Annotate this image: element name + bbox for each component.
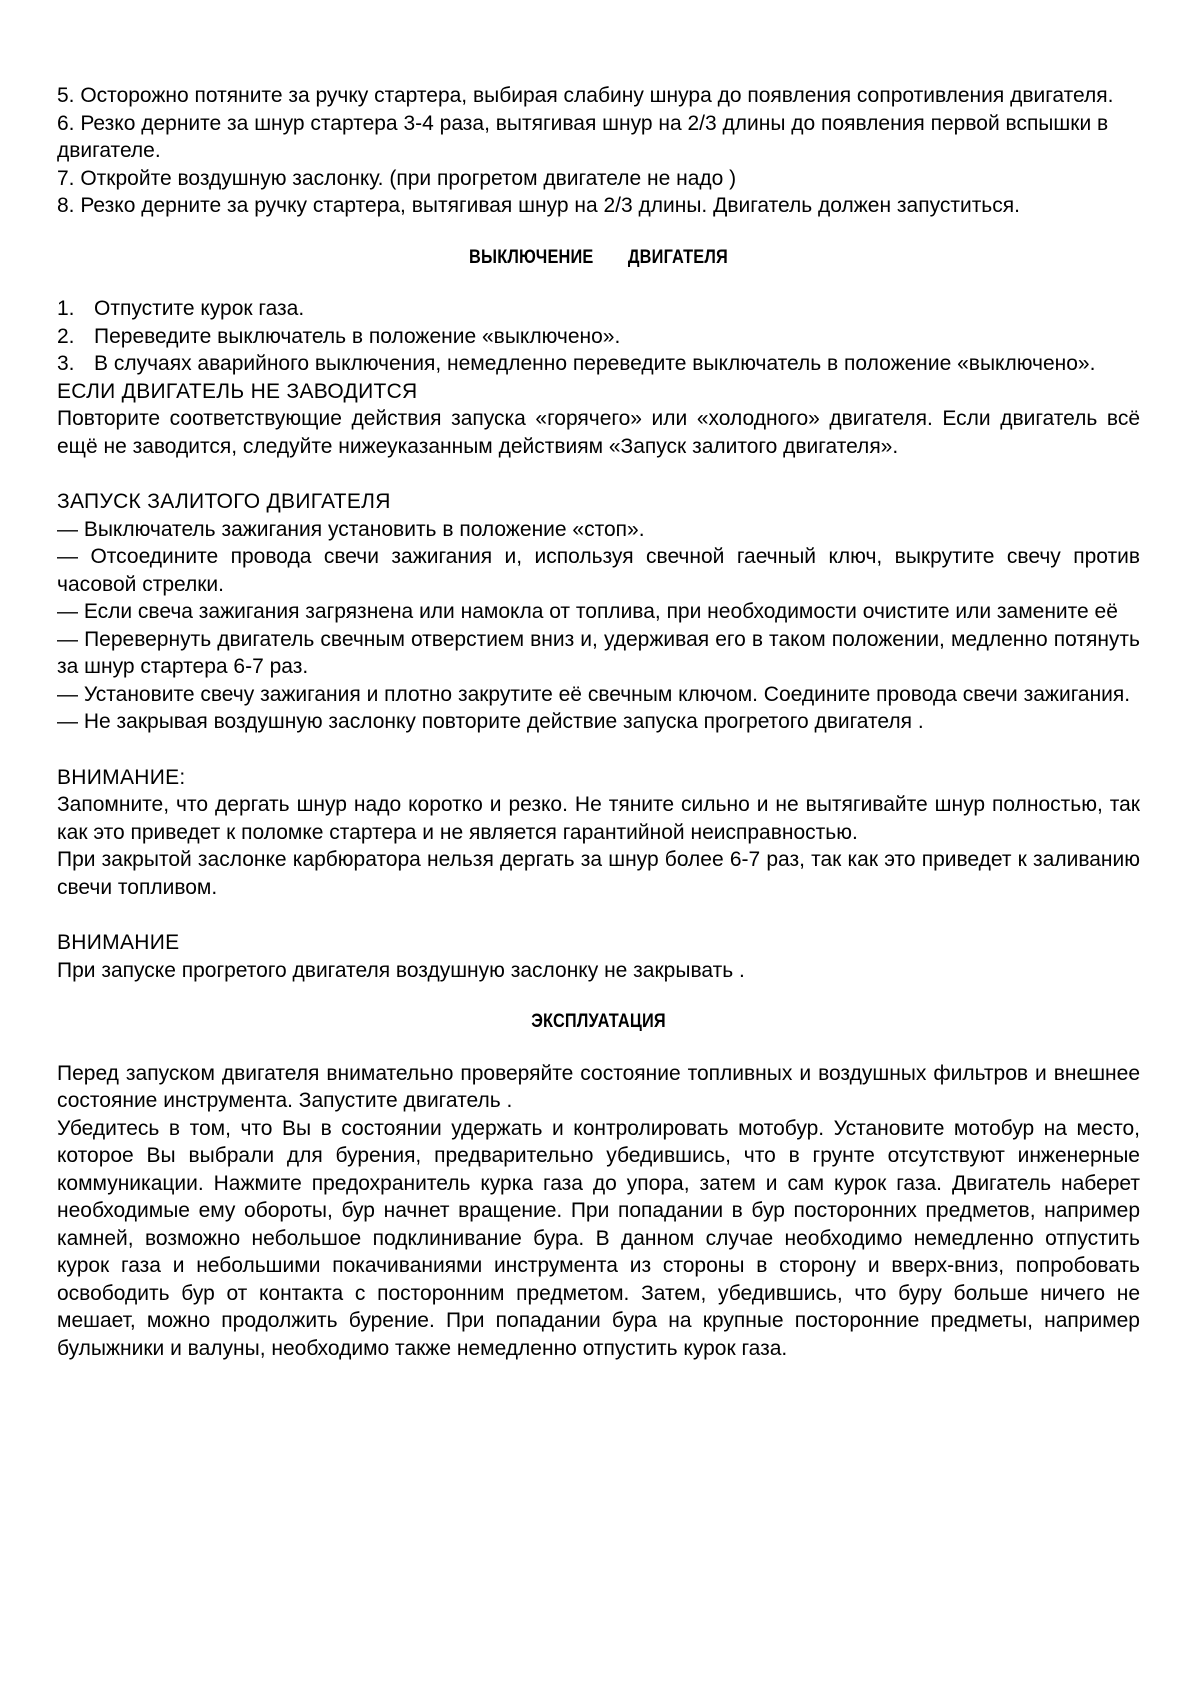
list-number: 1.	[57, 297, 75, 320]
operation-paragraph: Убедитесь в том, что Вы в состоянии удержать и контролировать мотобур. Установите мотобур на место, которое Вы выбрали для бурения, предварительно убедившись, что в грунте отсутствуют инженерные коммуникации. Нажмите предохранитель курка газа до упора, затем и сам курок газа. Двигатель наберет необходимые ему обороты, бур начнет вращение. При попадании в бур посторонних предметов, например камней, возможно небольшое подклинивание бура. В данном случае необходимо немедленно отпустить курок газа и небольшими покачиваниями инструмента из стороны в сторону и вверх-вниз, попробовать освободить бур от контакта с посторонним предметом. Затем, убедившись, что буру больше ничего не мешает, можно продолжить бурение. При попадании бура на крупные посторонние предметы, например булыжники и валуны, необходимо также немедленно отпустить курок газа.	[57, 1116, 1140, 1360]
warning-title: ВНИМАНИЕ:	[57, 765, 186, 789]
shutdown-item	[57, 350, 1140, 378]
flooded-item: — Перевернуть двигатель свечным отверстием вниз и, удерживая его в таком положении, медленно потянуть за шнур стартера 6-7 раз.	[57, 627, 1140, 678]
step-8: 8. Резко дерните за ручку стартера, вытягивая шнур на 2/3 длины. Двигатель должен запуститься.	[57, 194, 1020, 217]
step-7: 7. Откройте воздушную заслонку. (при прогретом двигателе не надо )	[57, 166, 737, 190]
shutdown-heading	[133, 244, 1064, 272]
flooded-item: — Выключатель зажигания установить в положение «стоп».	[57, 517, 645, 541]
shutdown-list	[57, 295, 1140, 378]
operation-heading: ЭКСПЛУАТАЦИЯ	[531, 1011, 666, 1032]
warning-text: Запомните, что дергать шнур надо коротко и резко. Не тяните сильно и не вытягивайте шнур полностью, так как это приведет к поломке стартера и не является гарантийной неисправностью.	[57, 793, 1140, 844]
flooded-item: — Не закрывая воздушную заслонку повторите действие запуска прогретого двигателя .	[57, 710, 924, 733]
flooded-item: — Отсоедините провода свечи зажигания и, используя свечной гаечный ключ, выкрутите свечу против часовой стрелки.	[57, 545, 1140, 596]
list-text: В случаях аварийного выключения, немедленно переведите выключатель в положение «выключено».	[94, 352, 1096, 375]
flooded-item: — Установите свечу зажигания и плотно закрутите её свечным ключом. Соедините провода свечи зажигания.	[57, 682, 1131, 706]
list-number: 2.	[57, 324, 75, 348]
list-number: 3.	[57, 352, 75, 375]
flooded-list	[57, 516, 1140, 736]
list-text: Отпустите курок газа.	[94, 297, 305, 320]
step-5: 5. Осторожно потяните за ручку стартера, выбирая слабину шнура до появления сопротивления двигателя.	[57, 84, 1114, 107]
step-6: 6. Резко дерните за шнур стартера 3-4 раза, вытягивая шнур на 2/3 длины до появления первой вспышки в двигателе.	[57, 111, 1109, 162]
warning-text: При закрытой заслонке карбюратора нельзя дергать за шнур более 6-7 раз, так как это приведет к заливанию свечи топливом.	[57, 848, 1140, 899]
list-text: Переведите выключатель в положение «выключено».	[94, 324, 621, 348]
shutdown-heading-word1: ВЫКЛЮЧЕНИЕ	[469, 246, 594, 268]
shutdown-item	[57, 323, 1140, 351]
operation-paragraph: Перед запуском двигателя внимательно проверяйте состояние топливных и воздушных фильтров и внешнее состояние инструмента. Запустите двигатель .	[57, 1061, 1140, 1112]
shutdown-item	[57, 295, 1140, 323]
start-steps-section	[57, 82, 1140, 220]
warning-title-2: ВНИМАНИЕ	[57, 931, 180, 954]
warning-text-2: При запуске прогретого двигателя воздушную заслонку не закрывать .	[57, 958, 745, 982]
document-page	[57, 82, 1140, 1362]
no-start-title: ЕСЛИ ДВИГАТЕЛЬ НЕ ЗАВОДИТСЯ	[57, 379, 418, 403]
flooded-item: — Если свеча зажигания загрязнена или намокла от топлива, при необходимости очистите или замените её	[57, 600, 1118, 623]
flooded-title: ЗАПУСК ЗАЛИТОГО ДВИГАТЕЛЯ	[57, 490, 391, 513]
no-start-text: Повторите соответствующие действия запуска «горячего» или «холодного» двигателя. Если двигатель всё ещё не заводится, следуйте нижеуказанным действиям «Запуск залитого двигателя».	[57, 407, 1140, 458]
shutdown-heading-word2: ДВИГАТЕЛЯ	[627, 246, 728, 268]
